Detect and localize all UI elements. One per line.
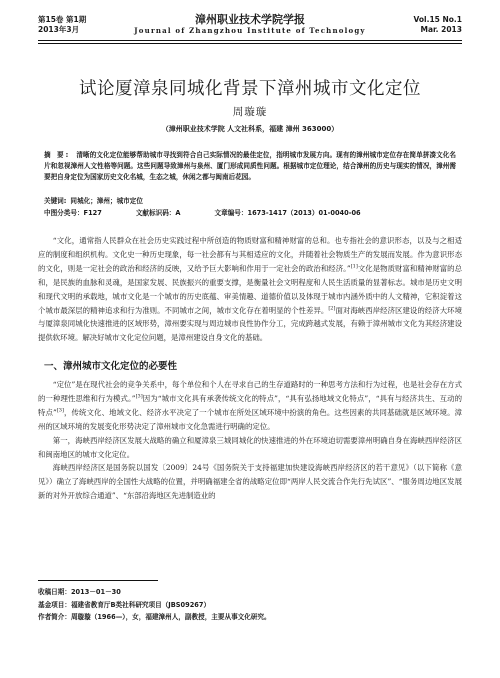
s1-p1-part-3: ，传统文化、地域文化、经济水平决定了一个城市在所处区域环境中扮演的角色。这些因素的共同基础就是区域环境。漳州的区域环境的发展变化形势决定了漳州城市文化急需进行明确的定位。	[38, 407, 462, 431]
received-date: 收稿日期：2013－01－30	[38, 588, 121, 596]
section-heading: 一、漳州城市文化定位的必要性	[44, 361, 178, 372]
s1-p1-part-2: 因为“城市文化具有承袭传统文化的特点”，“具有弘扬地域文化特点”，“具有与经济共生、互动的特点”	[38, 393, 462, 417]
footnote-rule	[38, 580, 158, 581]
article-number: 文章编号：1673-1417（2013）01-0040-06	[214, 209, 361, 217]
citation-ref: [1]	[350, 263, 358, 270]
issue-date-en: Mar. 2013	[420, 25, 462, 34]
journal-name-en: Journal of Zhangzhou Institute of Technology	[134, 26, 366, 35]
document-code: 文献标识码：A	[135, 209, 181, 217]
intro-text	[38, 234, 462, 345]
citation-ref: [3]	[135, 393, 143, 400]
intro-part-2: 文化是物质财富和精神财富的总和，是民族的血脉和灵魂，是国家发展、民族振兴的重要支撑，是衡量社会文明程度和人民生活质量的显著标志。城市是历史文明和现代文明的承载地，城市文化是一个城市的历史底蕴、审美情趣、道德价值以及体现于城市内涵外质中的人文精神，它积淀着这个城市最深层的精神追求和行为准则。不同城市之间，城市文化存在着明显的个性差异。	[38, 263, 462, 315]
running-header	[38, 10, 462, 44]
article-author: 周璇璇	[232, 106, 268, 118]
header-rule-thick	[38, 40, 462, 41]
header-rule-thin	[38, 43, 462, 44]
intro-part-1: “文化，通常指人民群众在社会历史实践过程中所创造的物质财富和精神财富的总和。也专指社会的意识形态，以及与之相适应的制度和组织机构。文化史一种历史现象，每一社会都有与其相适应的文化，并随着社会物质生产的发展而发展。作为意识形态的文化，则是一定社会的政治和经济的反映，又给予巨大影响和作用于一定社会的政治和经济。”	[38, 236, 462, 273]
author-affiliation: （漳州职业技术学院 人文社科系，福建 漳州 363000）	[161, 125, 339, 133]
keywords	[44, 196, 456, 206]
journal-name-cn: 漳州职业技术学院学报	[195, 13, 305, 26]
classification-codes	[44, 208, 456, 218]
fund-project: 基金项目：福建省教育厅B类社科研究项目（JBS09267）	[38, 600, 211, 609]
section-paragraph-1	[38, 378, 462, 434]
keywords-text: 同城化；漳州；城市定位	[70, 197, 143, 205]
issue-date-cn: 2013年3月	[38, 25, 80, 34]
section-body	[38, 378, 462, 503]
citation-ref: [3]	[56, 407, 64, 414]
author-bio: 作者简介：周璇璇（1966—），女，福建漳州人，副教授，主要从事文化研究。	[38, 613, 271, 621]
section-paragraph-3: 海峡西岸经济区是国务院以国发〔2009〕24号《国务院关于支持福建加快建设海峡西岸经济区的若干意见》（以下简称《意见》）确立了海峡西岸的全国性大战略的位置，并明确福建全省的战略定位即“两岸人民交流合作先行先试区”、“服务周边地区发展新的对外开放综合通道”、“东部沿海地区先进制造业的	[38, 463, 462, 501]
keywords-label: 关键词:	[44, 197, 67, 205]
section-paragraph-2: 第一，海峡西岸经济区发展大战略的确立和厦漳泉三城同城化的快速推进的外在环境迫切需要漳州明确自身在海峡西岸经济区和闽南地区的城市文化定位。	[38, 435, 462, 459]
citation-ref: [2]	[328, 305, 336, 312]
s1-p1-part-1: “定位”是在现代社会的竞争关系中，每个单位和个人在寻求自己的生存道路时的一种思考方法和行为过程，也是社会存在方式的一种理性思维和行为模式。”	[38, 380, 462, 403]
article-title: 试论厦漳泉同城化背景下漳州城市文化定位	[79, 79, 421, 99]
volume-no-en: Vol.15 No.1	[413, 15, 462, 24]
abstract-label: 摘 要:	[44, 151, 71, 159]
footnote	[38, 586, 462, 624]
intro-paragraph	[38, 234, 462, 345]
abstract	[44, 150, 456, 184]
abstract-text: 清晰的文化定位能够帮助城市寻找到符合自己实际情况的最佳定位，指明城市发展方向。现有的漳州城市定位存在简单拼凑文化名片和忽视漳州人文性格等问题。这些问题导致漳州与泉州、厦门形成同质性问题。根据城市定位理论，结合漳州的历史与现实的情况，漳州需要把自身定位为国家历史文化名城，生态之城，休闲之都与闽南后花园。	[44, 151, 456, 182]
intro-part-3: 面对海峡西岸经济区建设的经济大环境与厦漳泉同城化快速推进的区域形势，漳州要实现与周边城市良性协作分工，完成跨越式发展，有赖于漳州城市文化为其经济建设提供软环境。解决好城市文化定位问题，是漳州建设自身文化的基础。	[38, 305, 462, 343]
journal-name	[38, 13, 462, 36]
clc-number: 中图分类号：F127	[44, 209, 102, 217]
volume-issue-cn: 第15卷 第1期	[38, 15, 87, 24]
volume-issue-en	[413, 15, 462, 35]
